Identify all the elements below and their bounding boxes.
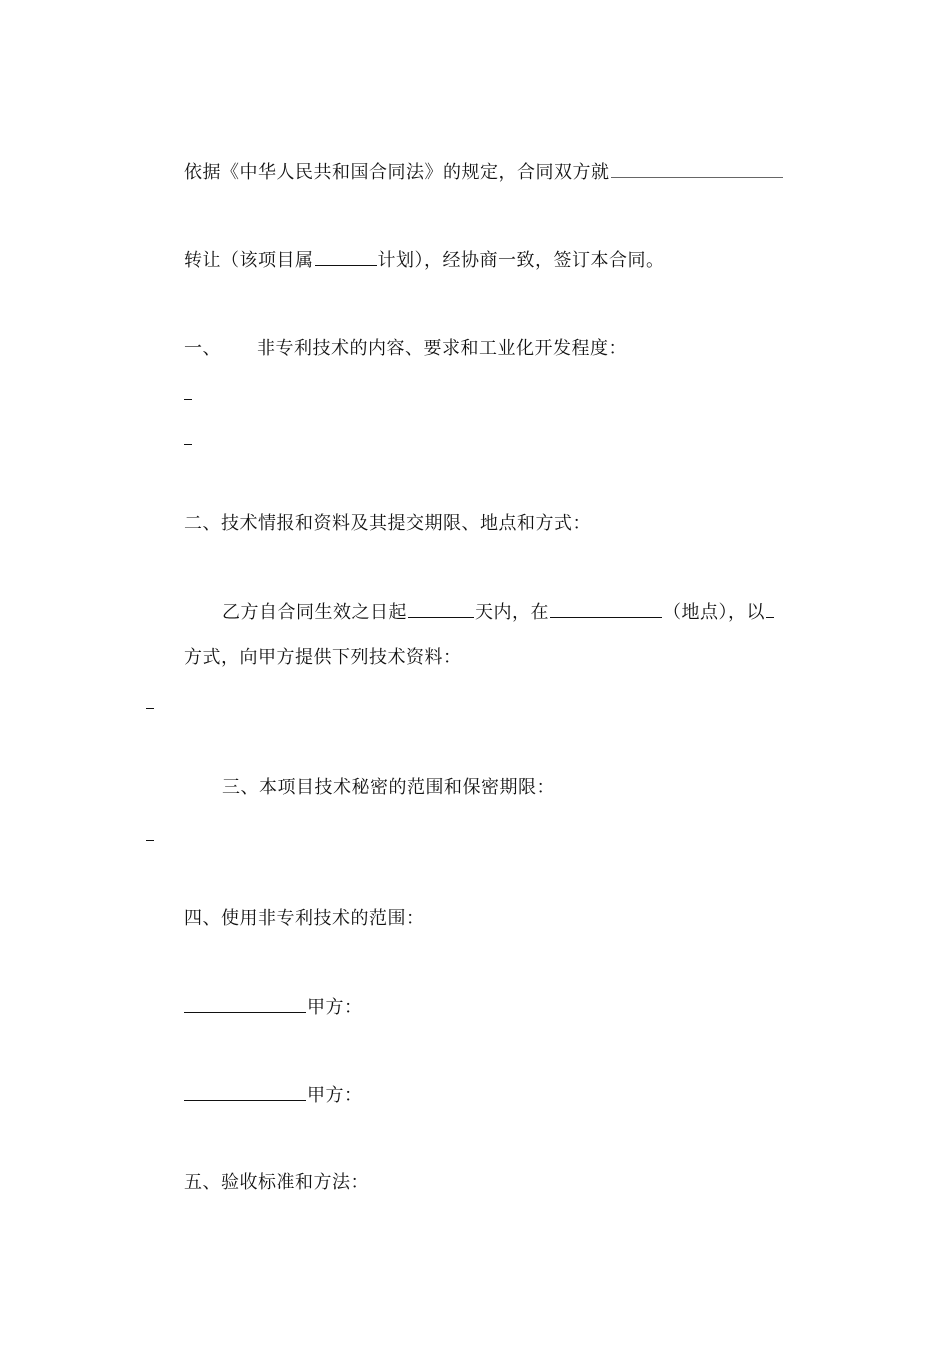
method-blank xyxy=(766,601,774,618)
section-3-title: 三、本项目技术秘密的范围和保密期限： xyxy=(222,777,555,798)
section-2-heading xyxy=(184,513,591,535)
party-2-label: 甲方： xyxy=(307,1085,363,1106)
party-1-blank xyxy=(184,996,306,1013)
s2-body-a: 乙方自合同生效之日起 xyxy=(222,602,407,623)
preamble-text: 依据《中华人民共和国合同法》的规定，合同双方就 xyxy=(184,162,610,183)
s2-body-b: 天内，在 xyxy=(475,602,549,623)
section-5-title: 五、验收标准和方法： xyxy=(184,1172,369,1193)
party-1-label: 甲方： xyxy=(307,997,363,1018)
party-line-1 xyxy=(184,996,363,1019)
location-blank xyxy=(550,601,662,618)
preamble-2-post: 计划），经协商一致，签订本合同。 xyxy=(377,250,665,271)
preamble-line-1 xyxy=(184,161,784,184)
days-blank xyxy=(408,601,474,618)
blank-dash-2 xyxy=(184,444,192,445)
section-1-title: 非专利技术的内容、要求和工业化开发程度： xyxy=(257,338,627,359)
section-1-heading xyxy=(184,338,627,360)
section-3-heading xyxy=(222,777,555,799)
preamble-2-pre: 转让（该项目属 xyxy=(184,250,314,271)
section-4-heading xyxy=(184,908,425,930)
s2-body-d: 方式，向甲方提供下列技术资料： xyxy=(184,647,462,668)
blank-dash-3 xyxy=(146,708,154,709)
section-4-title: 四、使用非专利技术的范围： xyxy=(184,908,425,929)
section-2-body-1 xyxy=(222,601,775,624)
preamble-line-2 xyxy=(184,249,665,272)
party-line-2 xyxy=(184,1084,363,1107)
section-2-title: 二、技术情报和资料及其提交期限、地点和方式： xyxy=(184,513,591,534)
s2-body-c: （地点），以 xyxy=(663,602,765,623)
plan-blank xyxy=(315,249,377,266)
subject-blank xyxy=(611,161,783,178)
party-2-blank xyxy=(184,1084,306,1101)
section-2-body-2 xyxy=(184,647,462,669)
section-1-number: 一、 xyxy=(184,338,221,359)
blank-dash-1 xyxy=(184,399,192,400)
blank-dash-4 xyxy=(146,840,154,841)
section-5-heading xyxy=(184,1172,369,1194)
